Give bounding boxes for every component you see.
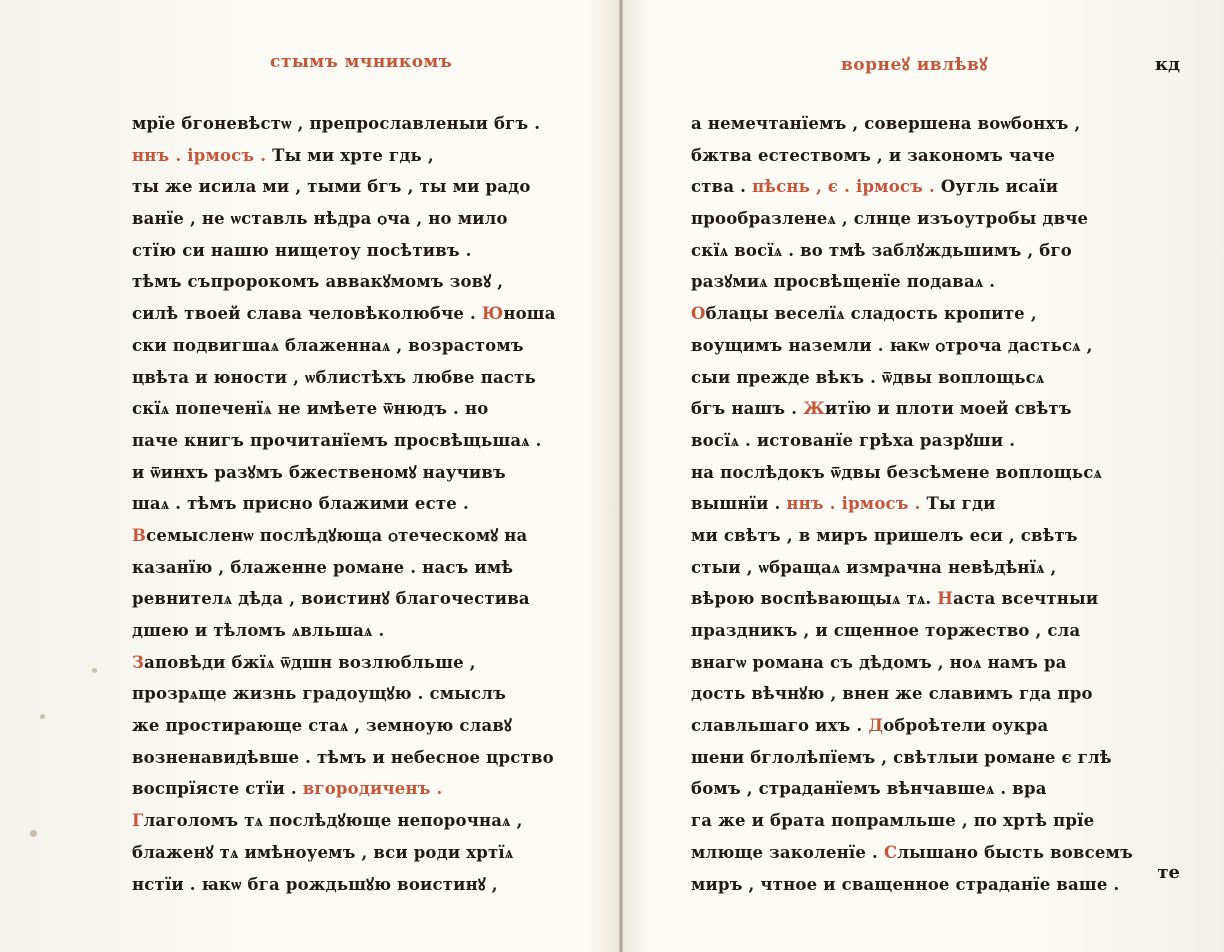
- line-text: Ты гди: [926, 494, 996, 514]
- text-line: [691, 140, 1146, 172]
- line-text: скїѧ попеченїѧ не имѣете ѿнюдъ . но: [132, 399, 489, 419]
- text-line: [132, 710, 568, 742]
- line-text: миръ , чтное и сващенное страданїе ваше .: [691, 874, 1120, 894]
- text-line: [132, 488, 568, 520]
- line-text: возненавидѣвше . тѣмъ и небесное црство: [132, 747, 554, 767]
- line-text: ванїе , не ѡставль нѣдра ѻча , но мило: [132, 209, 508, 229]
- line-text: ноша: [503, 304, 556, 324]
- text-line: [691, 837, 1146, 869]
- text-line: [691, 583, 1146, 615]
- margin-stain: [40, 714, 45, 719]
- line-text: стыи , ѡбращаѧ измрачна невѣдѣнїѧ ,: [691, 557, 1057, 577]
- line-text: шаѧ . тѣмъ присно блажими есте .: [132, 494, 469, 514]
- text-line: [691, 330, 1146, 362]
- rubric-text: С: [883, 842, 898, 862]
- text-line: [691, 488, 1146, 520]
- line-text: бомъ , страданїемъ вѣнчавшеѧ . вра: [691, 779, 1047, 799]
- text-line: [132, 869, 568, 901]
- line-text: блаженꙋ тѧ имѣноуемъ , вси роди хртїѧ: [132, 842, 514, 862]
- rubric-text: Ж: [803, 399, 825, 419]
- line-text: Оугль исаїи: [940, 177, 1059, 197]
- line-text: аста всечтныи: [953, 589, 1099, 609]
- text-line: [691, 552, 1146, 584]
- rubric-text: ннъ . ірмосъ .: [786, 494, 927, 514]
- line-text: бжтва естествомъ , и закономъ чаче: [691, 145, 1056, 165]
- text-line: [691, 235, 1146, 267]
- text-line: [132, 647, 568, 679]
- text-line: [691, 362, 1146, 394]
- line-text: лаголомъ тѧ послѣдꙋюще непорочнаѧ ,: [143, 811, 523, 831]
- line-text: итїю и плоти моей свѣтъ: [824, 399, 1072, 419]
- line-text: разꙋмиѧ просвѣщенїе подаваѧ .: [691, 272, 996, 292]
- text-line: [132, 235, 568, 267]
- right-page-header: ворнеꙋ ивлѣвꙋ: [841, 55, 988, 75]
- text-line: [132, 583, 568, 615]
- text-line: [691, 298, 1146, 330]
- text-line: [691, 805, 1146, 837]
- line-text: ты же исила ми , тыми бгъ , ты ми радо: [132, 177, 531, 197]
- text-line: [132, 362, 568, 394]
- margin-stain: [92, 668, 97, 673]
- line-text: стїю си нашю нищетоу посѣтивъ .: [132, 240, 472, 260]
- line-text: славльшаго ихъ .: [691, 716, 869, 736]
- right-page-text: [691, 108, 1146, 900]
- text-line: [691, 457, 1146, 489]
- left-page-text: [132, 108, 568, 900]
- line-text: ства .: [691, 177, 753, 197]
- rubric-text: пѣснь , є . ірмосъ .: [752, 177, 941, 197]
- line-text: га же и брата попрамльше , по хртѣ прїе: [691, 811, 1095, 831]
- line-text: шени бглолѣпїемъ , свѣтлыи романе є глѣ: [691, 747, 1112, 767]
- text-line: [691, 710, 1146, 742]
- text-line: [132, 773, 568, 805]
- line-text: ревнителѧ дѣда , воистинꙋ благочестива: [132, 589, 530, 609]
- line-text: на послѣдокъ ѿдвы безсѣмене воплощьсѧ: [691, 462, 1102, 482]
- rubric-text: З: [132, 652, 145, 672]
- text-line: [132, 140, 568, 172]
- text-line: [691, 203, 1146, 235]
- text-line: [132, 837, 568, 869]
- text-line: [691, 393, 1146, 425]
- rubric-text: Ю: [481, 304, 504, 324]
- line-text: а немечтанїемъ , совершена воѡбонхъ ,: [691, 114, 1081, 133]
- line-text: внагѡ романа съ дѣдомъ , ноѧ намъ ра: [691, 652, 1067, 672]
- text-line: [132, 615, 568, 647]
- line-text: паче книгъ прочитанїемъ просвѣщьшаѧ .: [132, 430, 542, 450]
- catchword: те: [1157, 862, 1180, 883]
- line-text: же простирающе стаѧ , земноую славꙋ: [132, 716, 512, 736]
- page-number: кд: [1155, 54, 1180, 75]
- text-line: [132, 552, 568, 584]
- text-line: [132, 457, 568, 489]
- text-line: [691, 266, 1146, 298]
- text-line: [132, 171, 568, 203]
- line-text: семысленѡ послѣдꙋюща ѻтеческомꙋ на: [146, 525, 528, 545]
- line-text: вѣрою воспѣвающыѧ тѧ.: [691, 589, 938, 609]
- text-line: [691, 171, 1146, 203]
- text-line: [691, 425, 1146, 457]
- rubric-text: ннъ . ірмосъ .: [132, 145, 273, 165]
- line-text: лышано бысть вовсемъ: [897, 842, 1133, 862]
- rubric-text: Д: [868, 716, 884, 736]
- text-line: [132, 298, 568, 330]
- text-line: [132, 330, 568, 362]
- text-line: [691, 647, 1146, 679]
- rubric-text: В: [132, 525, 147, 545]
- text-line: [691, 108, 1146, 140]
- text-line: [691, 869, 1146, 901]
- text-line: [691, 615, 1146, 647]
- line-text: цвѣта и юности , ѡблистѣхъ любве пасть: [132, 367, 536, 387]
- line-text: восїѧ . истованїе грѣха разрꙋши .: [691, 430, 1016, 450]
- line-text: прозрѧще жизнь градоущꙋю . смыслъ: [132, 684, 506, 704]
- line-text: прообразленеѧ , слнце изъоутробы двче: [691, 209, 1089, 229]
- line-text: аповѣди бжїѧ ѿдшн возлюбльше ,: [144, 652, 476, 672]
- text-line: [132, 678, 568, 710]
- rubric-text: О: [691, 304, 706, 324]
- text-line: [132, 805, 568, 837]
- line-text: силѣ твоей слава человѣколюбче .: [132, 304, 482, 324]
- rubric-text: Н: [937, 589, 954, 609]
- left-page-header: стымъ мчникомъ: [270, 52, 453, 72]
- text-line: [132, 393, 568, 425]
- line-text: дшею и тѣломъ ѧвльшаѧ .: [132, 621, 385, 640]
- rubric-text: вгородиченъ .: [302, 779, 443, 799]
- text-line: [132, 520, 568, 552]
- line-text: бгъ нашъ .: [691, 399, 804, 419]
- line-text: казанїю , блаженне романе . насъ имѣ: [132, 557, 514, 577]
- line-text: скїѧ восїѧ . во тмѣ заблꙋждьшимъ , бго: [691, 240, 1072, 260]
- text-line: [132, 742, 568, 774]
- right-page: [623, 0, 1224, 952]
- line-text: нстїи . ꙗкѡ бга рождьшꙋю воистинꙋ ,: [132, 874, 498, 894]
- line-text: тѣмъ съпророкомъ аввакꙋмомъ зовꙋ ,: [132, 272, 504, 292]
- line-text: млюще заколенїе .: [691, 842, 884, 862]
- text-line: [132, 108, 568, 140]
- line-text: оброѣтели оукра: [883, 716, 1049, 736]
- rubric-text: Г: [132, 811, 144, 831]
- text-line: [132, 203, 568, 235]
- line-text: праздникъ , и сщенное торжество , сла: [691, 621, 1081, 640]
- line-text: блацы веселїѧ сладость кропите ,: [705, 304, 1037, 324]
- text-line: [691, 678, 1146, 710]
- line-text: воспрїясте стїи .: [132, 779, 303, 799]
- line-text: ми свѣтъ , в миръ пришелъ еси , свѣтъ: [691, 525, 1078, 545]
- line-text: воущимъ наземли . ꙗкѡ ѻтроча дастьсѧ ,: [691, 335, 1093, 355]
- line-text: дость вѣчнꙋю , внен же славимъ гда про: [691, 684, 1093, 704]
- margin-stain: [30, 830, 37, 837]
- line-text: Ты ми хрте гдь ,: [272, 145, 434, 165]
- text-line: [691, 742, 1146, 774]
- line-text: мрїе бгоневѣстѡ , препрославленыи бгъ .: [132, 114, 541, 133]
- line-text: вышнїи .: [691, 494, 787, 514]
- line-text: и ѿинхъ разꙋмъ бжественомꙋ научивъ: [132, 462, 506, 482]
- line-text: ски подвигшаѧ блаженнаѧ , возрастомъ: [132, 335, 524, 355]
- text-line: [132, 425, 568, 457]
- text-line: [691, 773, 1146, 805]
- text-line: [691, 520, 1146, 552]
- line-text: сыи прежде вѣкъ . ѿдвы воплощьсѧ: [691, 367, 1045, 387]
- text-line: [132, 266, 568, 298]
